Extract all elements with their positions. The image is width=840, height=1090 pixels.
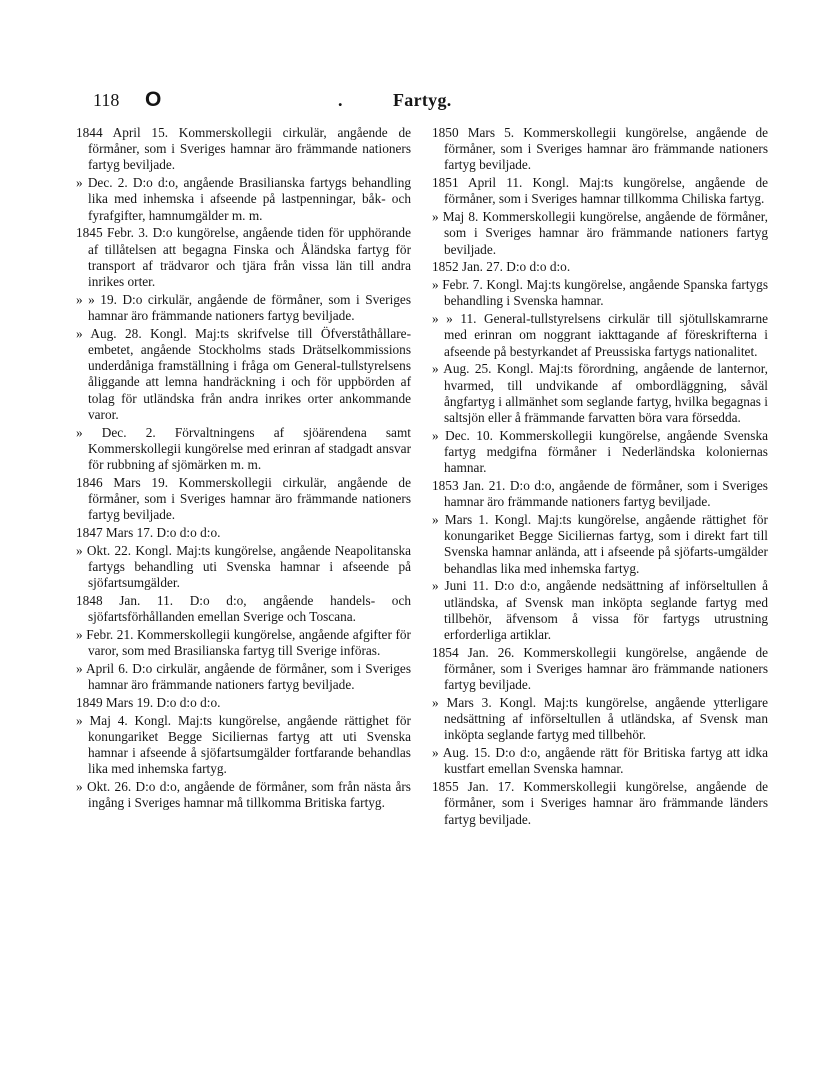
entry: » April 6. D:o cirkulär, angående de förmåner, som i Sveriges hamnar äro främmande nationers fartyg beviljade. — [76, 661, 411, 693]
page-number: 118 — [93, 90, 120, 110]
entry: 1850 Mars 5. Kommerskollegii kungörelse, angående de förmåner, som i Sveriges hamnar äro främmande nationers fartyg beviljade. — [432, 125, 768, 173]
left-column — [76, 125, 411, 813]
entry: 1846 Mars 19. Kommerskollegii cirkulär, angående de förmåner, som i Sveriges hamnar äro främmande nationers fartyg beviljade. — [76, 474, 411, 523]
entry: 1844 April 15. Kommerskollegii cirkulär, angående de förmåner, som i Sveriges hamnar äro främmande nationers fartyg beviljade. — [76, 125, 411, 173]
entry: » Okt. 26. D:o d:o, angående de förmåner, som från nästa års ingång i Sveriges hamnar må tillkomma Britiska fartyg. — [76, 779, 411, 811]
page-header — [0, 88, 840, 114]
running-head: Fartyg. — [393, 90, 452, 110]
entry: 1853 Jan. 21. D:o d:o, angående de förmåner, som i Sveriges hamnar äro främmande nationers fartyg beviljade. — [432, 478, 768, 510]
right-column — [432, 125, 768, 829]
entry: » Okt. 22. Kongl. Maj:ts kungörelse, angående Neapolitanska fartygs behandling uti Svenska hamnar i afseende på sjöfartsumgälder. — [76, 542, 411, 591]
entry: » Dec. 2. D:o d:o, angående Brasilianska fartygs behandling lika med inhemska i afseende på lastpenningar, båk- och fyrafgifter, hamnumgälder m. m. — [76, 175, 411, 223]
ink-stamp-mark: O — [145, 88, 162, 111]
entry: 1852 Jan. 27. D:o d:o d:o. — [432, 259, 571, 275]
entry: » Dec. 10. Kommerskollegii kungörelse, angående Svenska fartyg medgifna förmåner i Nederländska koloniernas hamnar. — [432, 427, 768, 476]
entry: » Aug. 28. Kongl. Maj:ts skrifvelse till Öfverståthållare-embetet, angående Stockholms stads Drätselkommissions underdåniga framställning i fråga om General-tullstyrelsens åliggande att lemna handräckning i och för uppbörden af tolag för utländska från andra inrikes orter ankommande varor. — [76, 325, 411, 422]
entry: 1847 Mars 17. D:o d:o d:o. — [76, 525, 221, 541]
entry: » » 19. D:o cirkulär, angående de förmåner, som i Sveriges hamnar äro främmande nationers fartyg beviljade. — [76, 291, 411, 324]
entry: 1855 Jan. 17. Kommerskollegii kungörelse, angående de förmåner, som i Sveriges hamnar äro främmande länders fartyg beviljade. — [432, 779, 768, 827]
entry: 1848 Jan. 11. D:o d:o, angående handels- och sjöfartsförhållanden emellan Sverige och Toscana. — [76, 593, 411, 625]
entry: 1854 Jan. 26. Kommerskollegii kungörelse, angående de förmåner, som i Sveriges hamnar äro främmande nationers fartyg beviljade. — [432, 644, 768, 693]
entry: » Mars 1. Kongl. Maj:ts kungörelse, angående rättighet för konungariket Begge Siciliernas fartyg, som i direkt fart till Svenska hamnar anlända, att i afseende på sjöfarts-umgälder behandlas lika med inhemska fartyg. — [432, 512, 768, 576]
entry: » » 11. General-tullstyrelsens cirkulär till sjötullskamrarne med erinran om noggrant iakttagande af föreskrifterna i afseende på bestyrkandet af Preussiska fartygs nationalitet. — [432, 311, 768, 359]
entry: » Febr. 7. Kongl. Maj:ts kungörelse, angående Spanska fartygs behandling i Svenska hamnar. — [432, 277, 768, 309]
entry: » Aug. 25. Kongl. Maj:ts förordning, angående de lanternor, hvarmed, till undvikande af ombordläggning, såväl ångfartyg i allmänhet som seglande fartyg, hvilka begagnas i saltsjön eller å främmande farvatten böra vara försedda. — [432, 361, 768, 426]
entry: 1851 April 11. Kongl. Maj:ts kungörelse, angående de förmåner, som i Sveriges hamnar tillkomma Chiliska fartyg. — [432, 175, 768, 207]
entry: 1845 Febr. 3. D:o kungörelse, angående tiden för upphörande af tillåtelsen att begagna Finska och Åländska fartyg för transport af trädvaror och tjära från vissa län till andra inrikes orter. — [76, 225, 411, 290]
entry: » Juni 11. D:o d:o, angående nedsättning af införseltullen å utländska, af Svensk man inköpta seglande fartyg med tillbehör, äfvensom å vissa för fartygs utrustning erforderliga artiklar. — [432, 578, 768, 643]
entry: 1849 Mars 19. D:o d:o d:o. — [76, 695, 221, 711]
entry: » Maj 8. Kommerskollegii kungörelse, angående de förmåner, som i Sveriges hamnar äro främmande nationers fartyg beviljade. — [432, 209, 768, 257]
header-dot: . — [338, 90, 343, 110]
entry: » Aug. 15. D:o d:o, angående rätt för Britiska fartyg att idka kustfart emellan Svenska hamnar. — [432, 745, 768, 777]
entry: » Maj 4. Kongl. Maj:ts kungörelse, angående rättighet för konungariket Begge Siciliernas fartyg att uti Svenska hamnar i afseende å sjöfartsumgälder fortfarande behandlas lika med inhemska fartyg. — [76, 712, 411, 777]
entry: » Dec. 2. Förvaltningens af sjöärendena samt Kommerskollegii kungörelse med erinran af stadgadt ansvar för rubbning af sjömärken m. m. — [76, 424, 411, 473]
entry: » Febr. 21. Kommerskollegii kungörelse, angående afgifter för varor, som med Brasilianska fartyg till Sverige införas. — [76, 627, 411, 659]
entry: » Mars 3. Kongl. Maj:ts kungörelse, angående ytterligare nedsättning af införseltullen å utländska, af Svensk man inköpta seglande fartyg med tillbehör. — [432, 695, 768, 743]
